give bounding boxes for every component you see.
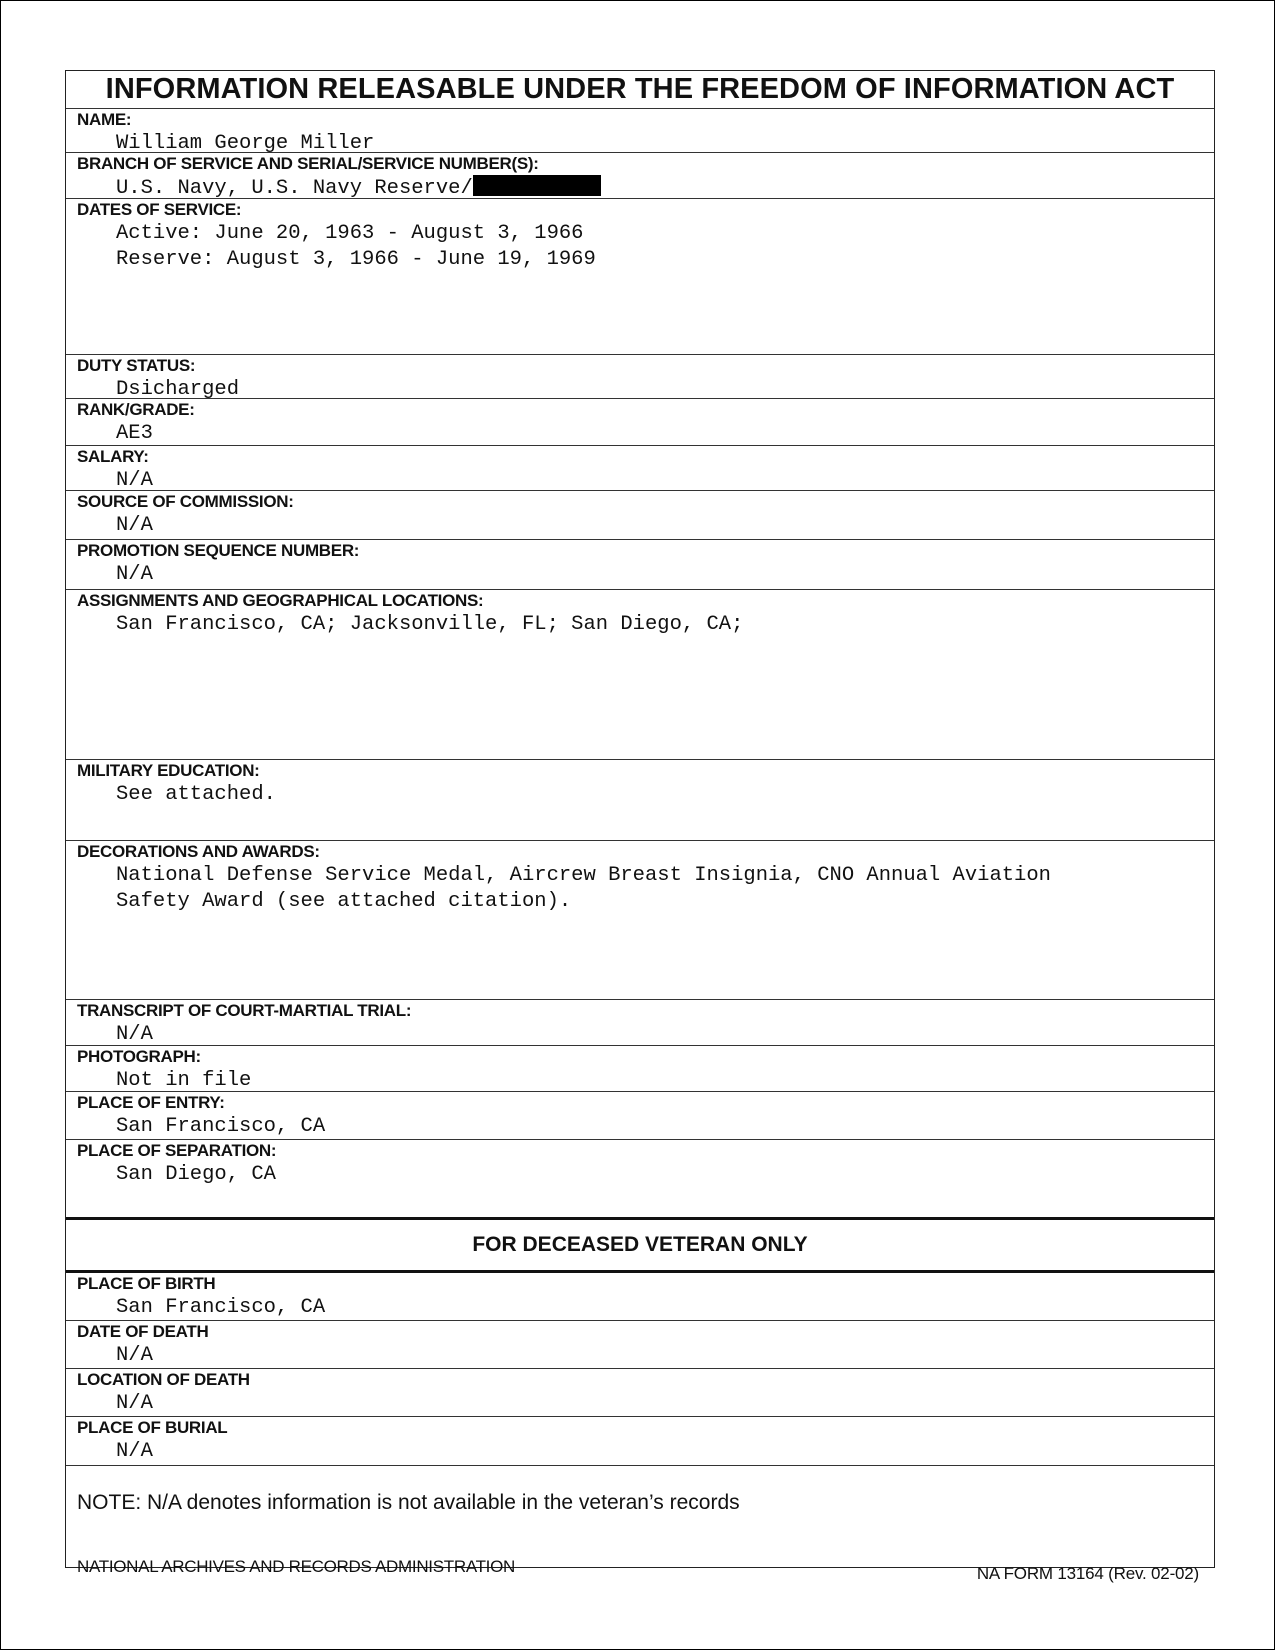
field-label: TRANSCRIPT OF COURT-MARTIAL TRIAL: xyxy=(77,1001,412,1020)
field-value-line: National Defense Service Medal, Aircrew Breast Insignia, CNO Annual Aviation xyxy=(116,864,1051,887)
field-branch xyxy=(66,152,1214,198)
field-label: PLACE OF SEPARATION: xyxy=(77,1141,277,1160)
field-label: NAME: xyxy=(77,110,132,129)
field-value: See attached. xyxy=(116,783,276,806)
field-date-of-death xyxy=(66,1320,1214,1368)
field-value: N/A xyxy=(116,1392,153,1415)
deceased-heading: FOR DECEASED VETERAN ONLY xyxy=(472,1233,808,1256)
field-salary xyxy=(66,445,1214,490)
field-label: PHOTOGRAPH: xyxy=(77,1047,201,1066)
field-value: N/A xyxy=(116,514,153,537)
field-promotion-sequence-number xyxy=(66,539,1214,589)
field-value: N/A xyxy=(116,1023,153,1046)
branch-text: U.S. Navy, U.S. Navy Reserve/ xyxy=(116,177,473,200)
field-duty-status xyxy=(66,354,1214,401)
field-value: William George Miller xyxy=(116,132,375,155)
field-value: N/A xyxy=(116,563,153,586)
field-value: San Francisco, CA xyxy=(116,1115,326,1138)
field-value-line: Active: June 20, 1963 - August 3, 1966 xyxy=(116,222,584,245)
field-value: San Francisco, CA; Jacksonville, FL; San Diego, CA; xyxy=(116,613,744,636)
form-title: INFORMATION RELEASABLE UNDER THE FREEDOM OF INFORMATION ACT xyxy=(105,73,1175,105)
footer-form-number: NA FORM 13164 (Rev. 02-02) xyxy=(976,1564,1199,1583)
field-value: N/A xyxy=(116,1440,153,1463)
footer-agency: NATIONAL ARCHIVES AND RECORDS ADMINISTRATION xyxy=(77,1557,515,1576)
field-value: San Diego, CA xyxy=(116,1163,276,1186)
field-label: BRANCH OF SERVICE AND SERIAL/SERVICE NUMBER(S): xyxy=(77,154,539,173)
field-value-line: Reserve: August 3, 1966 - June 19, 1969 xyxy=(116,248,596,271)
field-label: ASSIGNMENTS AND GEOGRAPHICAL LOCATIONS: xyxy=(77,591,484,610)
field-value: N/A xyxy=(116,469,153,492)
field-value: Not in file xyxy=(116,1069,252,1092)
field-label: DECORATIONS AND AWARDS: xyxy=(77,842,320,861)
field-label: PLACE OF BURIAL xyxy=(77,1418,228,1437)
field-court-martial xyxy=(66,999,1214,1045)
field-label: SALARY: xyxy=(77,447,149,466)
field-label: DATES OF SERVICE: xyxy=(77,200,242,219)
field-label: SOURCE OF COMMISSION: xyxy=(77,492,294,511)
field-value: AE3 xyxy=(116,422,153,445)
field-source-of-commission xyxy=(66,490,1214,539)
field-place-of-birth xyxy=(66,1270,1214,1320)
field-assignments xyxy=(66,589,1214,759)
field-dates-of-service xyxy=(66,198,1214,354)
foia-form xyxy=(65,70,1215,1568)
field-label: RANK/GRADE: xyxy=(77,400,195,419)
field-place-of-separation xyxy=(66,1139,1214,1217)
field-value: San Francisco, CA xyxy=(116,1296,326,1319)
field-label: PLACE OF BIRTH xyxy=(77,1274,216,1293)
field-value: N/A xyxy=(116,1344,153,1367)
field-place-of-entry xyxy=(66,1091,1214,1139)
field-decorations-awards xyxy=(66,840,1214,999)
field-label: PLACE OF ENTRY: xyxy=(77,1093,225,1112)
field-label: PROMOTION SEQUENCE NUMBER: xyxy=(77,541,360,560)
note-row xyxy=(66,1465,1214,1567)
deceased-section-header xyxy=(66,1217,1214,1270)
field-label: LOCATION OF DEATH xyxy=(77,1370,250,1389)
field-label: MILITARY EDUCATION: xyxy=(77,761,260,780)
field-label: DUTY STATUS: xyxy=(77,356,196,375)
field-place-of-burial xyxy=(66,1416,1214,1465)
field-photograph xyxy=(66,1045,1214,1091)
field-military-education xyxy=(66,759,1214,840)
redaction-bar xyxy=(473,175,601,196)
field-rank-grade xyxy=(66,398,1214,445)
note-text: NOTE: N/A denotes information is not available in the veteran’s records xyxy=(77,1491,740,1514)
field-location-of-death xyxy=(66,1368,1214,1416)
field-value: Dsicharged xyxy=(116,378,240,401)
field-value-line: Safety Award (see attached citation). xyxy=(116,890,572,913)
field-name xyxy=(66,108,1214,155)
field-label: DATE OF DEATH xyxy=(77,1322,209,1341)
